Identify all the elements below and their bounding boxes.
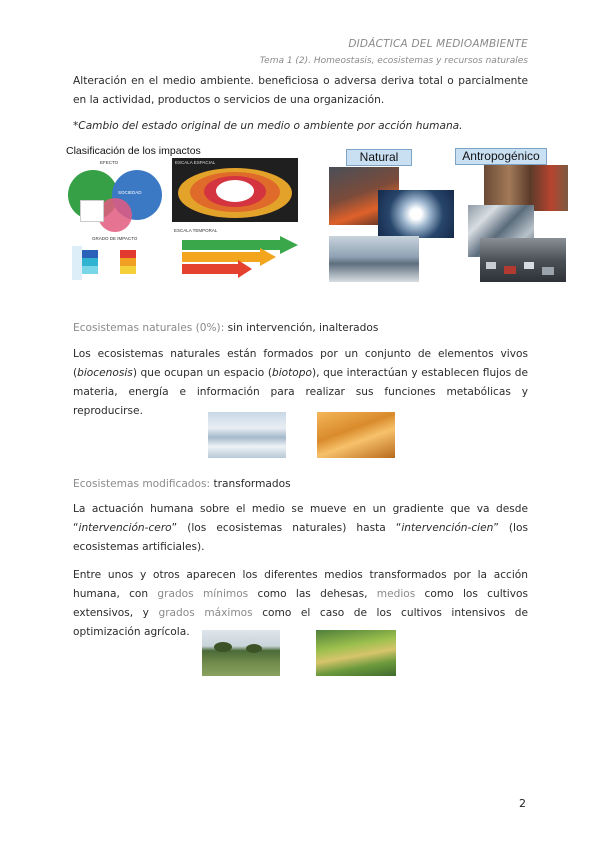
gradient-text-3: ” (los ecosistemas artificiales). bbox=[73, 522, 528, 553]
temporal-scale-label: ESCALA TEMPORAL bbox=[174, 228, 218, 233]
effects-diagram bbox=[66, 158, 166, 236]
impact-bar-bg bbox=[72, 246, 82, 280]
impact-scale-blue bbox=[82, 250, 98, 274]
document-title: DIDÁCTICA DEL MEDIOAMBIENTE bbox=[348, 38, 528, 50]
intensive-crops-photo bbox=[316, 630, 396, 676]
document-subtitle: Tema 1 (2). Homeostasis, ecosistemas y recursos naturales bbox=[259, 56, 528, 66]
page-number: 2 bbox=[519, 797, 526, 810]
transformed-text-2: como las dehesas, bbox=[248, 588, 377, 600]
modified-ecosystems-heading bbox=[73, 475, 528, 494]
impact-definition: Alteración en el medio ambiente. beneficiosa o adversa deriva total o parcialmente en la actividad, productos o servicios de una organización. bbox=[73, 75, 528, 106]
effects-label: EFECTO bbox=[100, 160, 119, 165]
intervencion-cero-term: intervención-cero bbox=[78, 522, 172, 534]
biotopo-term: biotopo bbox=[272, 367, 312, 379]
intervencion-cien-term: intervención-cien bbox=[401, 522, 494, 534]
hurricane-photo bbox=[378, 190, 454, 238]
spatial-scale-label: ESCALA ESPACIAL bbox=[175, 160, 216, 165]
transformed-text-4: como el caso de los cultivos intensivos de optimización agrícola. bbox=[73, 607, 529, 638]
natural-text-3: ), que interactúan y establecen flujos de materia, energía e información para realizar sus funciones metabólicas y reproducirse. bbox=[73, 367, 528, 417]
gradient-text-2: ” (los ecosistemas naturales) hasta “ bbox=[171, 522, 402, 534]
modified-heading-term: Ecosistemas modificados: bbox=[73, 478, 211, 490]
natural-heading-desc: sin intervención, inalterados bbox=[224, 322, 379, 334]
natural-ecosystems-heading bbox=[73, 319, 528, 338]
anthropogenic-label: Antropogénico bbox=[455, 148, 547, 165]
natural-label: Natural bbox=[346, 149, 412, 166]
ice-landscape-photo bbox=[208, 412, 286, 458]
natural-text-2: ) que ocupan un espacio ( bbox=[132, 367, 272, 379]
flood-photo bbox=[329, 236, 419, 282]
gradient-paragraph bbox=[73, 500, 528, 557]
venn-legend bbox=[80, 200, 104, 222]
natural-text-1: Los ecosistemas naturales están formados por un conjunto de elementos vivos ( bbox=[73, 348, 528, 379]
classification-title: Clasificación de los impactos bbox=[66, 145, 201, 157]
impact-degree-diagram bbox=[68, 236, 168, 284]
society-label: SOCIEDAD bbox=[118, 190, 142, 195]
desert-photo bbox=[317, 412, 395, 458]
biocenosis-term: biocenosis bbox=[77, 367, 133, 379]
spatial-scale-diagram bbox=[172, 158, 298, 222]
impact-degree-label: GRADO DE IMPACTO bbox=[92, 236, 138, 241]
impact-note: *Cambio del estado original de un medio o ambiente por acción humana. bbox=[73, 120, 463, 132]
transformed-text-1: Entre unos y otros aparecen los diferentes medios transformados por la acción humana, con bbox=[73, 569, 528, 600]
medios-term: medios bbox=[376, 588, 416, 600]
traffic-photo bbox=[480, 238, 566, 282]
transformed-media-paragraph bbox=[73, 566, 528, 642]
impact-scale-warm bbox=[120, 250, 136, 274]
transformed-text-3: como los cultivos extensivos, y bbox=[73, 588, 529, 619]
temporal-arrows bbox=[172, 228, 300, 280]
temporal-scale-diagram bbox=[172, 228, 300, 280]
natural-heading-term: Ecosistemas naturales (0%): bbox=[73, 322, 225, 334]
modified-heading-desc: transformados bbox=[210, 478, 291, 490]
grados-maximos-term: grados máximos bbox=[158, 607, 253, 619]
natural-ecosystems-paragraph bbox=[73, 345, 528, 421]
ellipse-core bbox=[216, 180, 254, 202]
gradient-text-1: La actuación humana sobre el medio se mueve en un gradiente que va desde “ bbox=[73, 503, 528, 534]
grados-minimos-term: grados mínimos bbox=[157, 588, 249, 600]
dehesa-photo bbox=[202, 630, 280, 676]
